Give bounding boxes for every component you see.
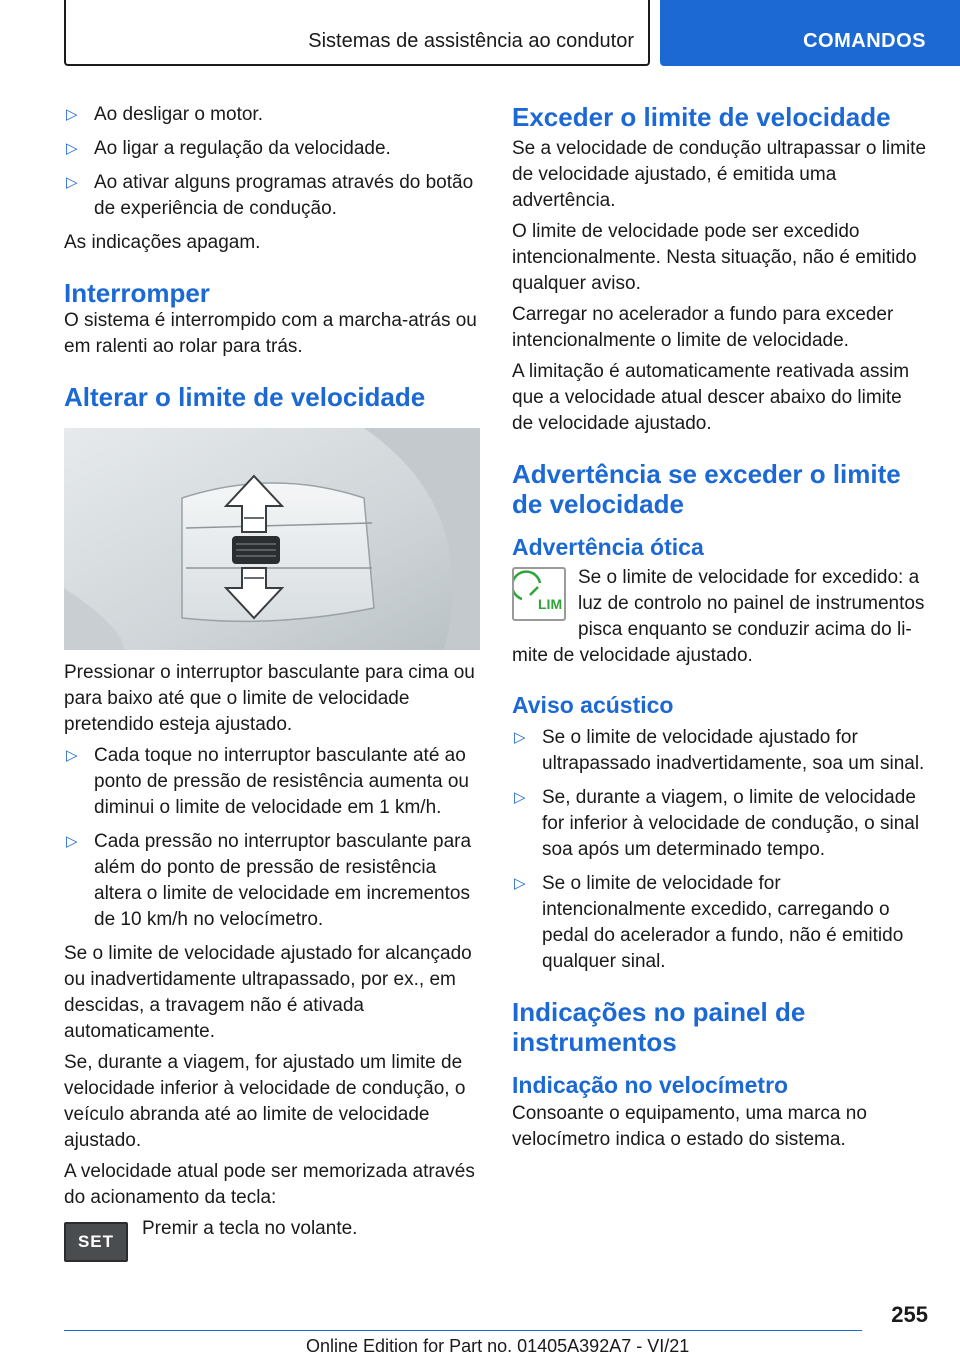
- paragraph: A velocidade atual pode ser memorizada através do acionamento da tecla:: [64, 1161, 475, 1208]
- page-number: 255: [891, 1302, 928, 1327]
- left-column: [64, 102, 480, 1264]
- rocker-switch-illustration: [64, 428, 480, 650]
- triangle-bullet-icon: ▷: [66, 174, 78, 191]
- set-key-instruction: Premir a tecla no volante.: [142, 1218, 358, 1239]
- list-item: ▷ Se, durante a viagem, o limite de velocidade for inferior à velocidade de condução, o sinal soa após um determinado tempo.: [514, 787, 920, 860]
- edition-note: Online Edition for Part no. 01405A392A7 - VI/21: [306, 1336, 690, 1356]
- heading-otica: Advertência ótica: [512, 534, 704, 560]
- heading-alterar: Alterar o limite de velocidade: [64, 382, 426, 412]
- right-column: [512, 102, 928, 1158]
- list-item: ▷ Se o limite de velocidade for intencionalmente excedido, carregando o pedal do acelerador a fundo, não é emitido qualquer sinal.: [514, 873, 904, 972]
- set-key-icon: SET: [64, 1222, 128, 1262]
- steering-wheel-switch-image: [64, 428, 480, 650]
- triangle-bullet-icon: ▷: [66, 747, 78, 764]
- paragraph: O sistema é interrompido com a marcha-atrás ou em ralenti ao rolar para trás.: [64, 310, 477, 357]
- triangle-bullet-icon: ▷: [514, 875, 526, 892]
- chapter-tab: [660, 0, 960, 66]
- heading-advertencia: Advertência se exceder o limite de velocidade: [512, 459, 901, 519]
- bullet-list-top: [64, 102, 480, 222]
- speed-limit-indicator-icon: [512, 567, 566, 621]
- svg-text:LIM: LIM: [538, 596, 563, 612]
- heading-aviso: Aviso acústico: [512, 692, 674, 718]
- section-tab: [64, 0, 650, 66]
- list-item: ▷ Cada toque no interruptor basculante até ao ponto de pressão de resistência aumenta ou diminui o limite de velocidade em 1 km/h.: [66, 745, 469, 818]
- heading-velocimetro: Indicação no velocímetro: [512, 1072, 789, 1098]
- heading-interromper: Interromper: [64, 278, 210, 308]
- list-item: ▷ Cada pressão no interruptor basculante para além do ponto de pressão de resistência altera o limite de velocidade em incrementos de 10 km/h no velocímetro.: [66, 831, 472, 930]
- triangle-bullet-icon: ▷: [514, 789, 526, 806]
- chapter-title: COMANDOS: [803, 30, 926, 52]
- paragraph: As indicações apagam.: [64, 232, 261, 253]
- list-item: ▷ Ao ligar a regulação da velocidade.: [64, 136, 480, 162]
- paragraph: A limitação é automaticamente reativada assim que a velocidade atual descer abaixo do limite de velocidade ajustado.: [512, 361, 910, 434]
- page-header: [0, 0, 960, 66]
- footer-rule: [64, 1330, 862, 1331]
- heading-indicacoes: Indicações no painel de instrumentos: [512, 997, 806, 1057]
- triangle-bullet-icon: ▷: [66, 140, 78, 157]
- paragraph: Se a velocidade de condução ultrapassar o limite de velocidade ajustado, é emitida uma advertência.: [512, 138, 927, 211]
- bullet-list-mid: [64, 743, 480, 933]
- list-item: ▷ Se o limite de velocidade ajustado for ultrapassado inadvertidamente, soa um sinal.: [514, 727, 925, 774]
- bullet-list-aviso: [512, 725, 928, 975]
- lim-text: Se o limite de velocidade for excedido: a luz de controlo no painel de instrumentos pisca enquanto se conduzir acima do li-: [578, 567, 925, 640]
- triangle-bullet-icon: ▷: [514, 729, 526, 746]
- paragraph: Se o limite de velocidade ajustado for alcançado ou inadvertidamente ultrapassado, por ex., em descidas, a travagem não é ativada automaticamente.: [64, 943, 472, 1042]
- list-item: ▷ Ao ativar alguns programas através do botão de experiência de condução.: [66, 172, 474, 219]
- paragraph: Se, durante a viagem, for ajustado um limite de velocidade inferior à velocidade de condução, o veículo abranda até ao limite de velocidade ajustado.: [64, 1052, 466, 1151]
- section-title: Sistemas de assistência ao condutor: [308, 30, 634, 52]
- heading-exceder: Exceder o limite de velocidade: [512, 102, 891, 132]
- paragraph: mite de velocidade ajustado.: [512, 645, 753, 666]
- paragraph: Carregar no acelerador a fundo para exceder intencionalmente o limite de velocidade.: [512, 304, 894, 351]
- list-item: ▷ Ao desligar o motor.: [64, 102, 480, 128]
- set-key-row: [64, 1216, 480, 1264]
- triangle-bullet-icon: ▷: [66, 106, 78, 123]
- paragraph: Pressionar o interruptor basculante para cima ou para baixo até que o limite de velocidade pretendido esteja ajustado.: [64, 662, 475, 735]
- triangle-bullet-icon: ▷: [66, 833, 78, 850]
- paragraph: O limite de velocidade pode ser excedido intencionalmente. Nesta situação, não é emitido qualquer aviso.: [512, 221, 917, 294]
- lim-indicator-row: [512, 565, 928, 643]
- paragraph: Consoante o equipamento, uma marca no velocímetro indica o estado do sistema.: [512, 1103, 867, 1150]
